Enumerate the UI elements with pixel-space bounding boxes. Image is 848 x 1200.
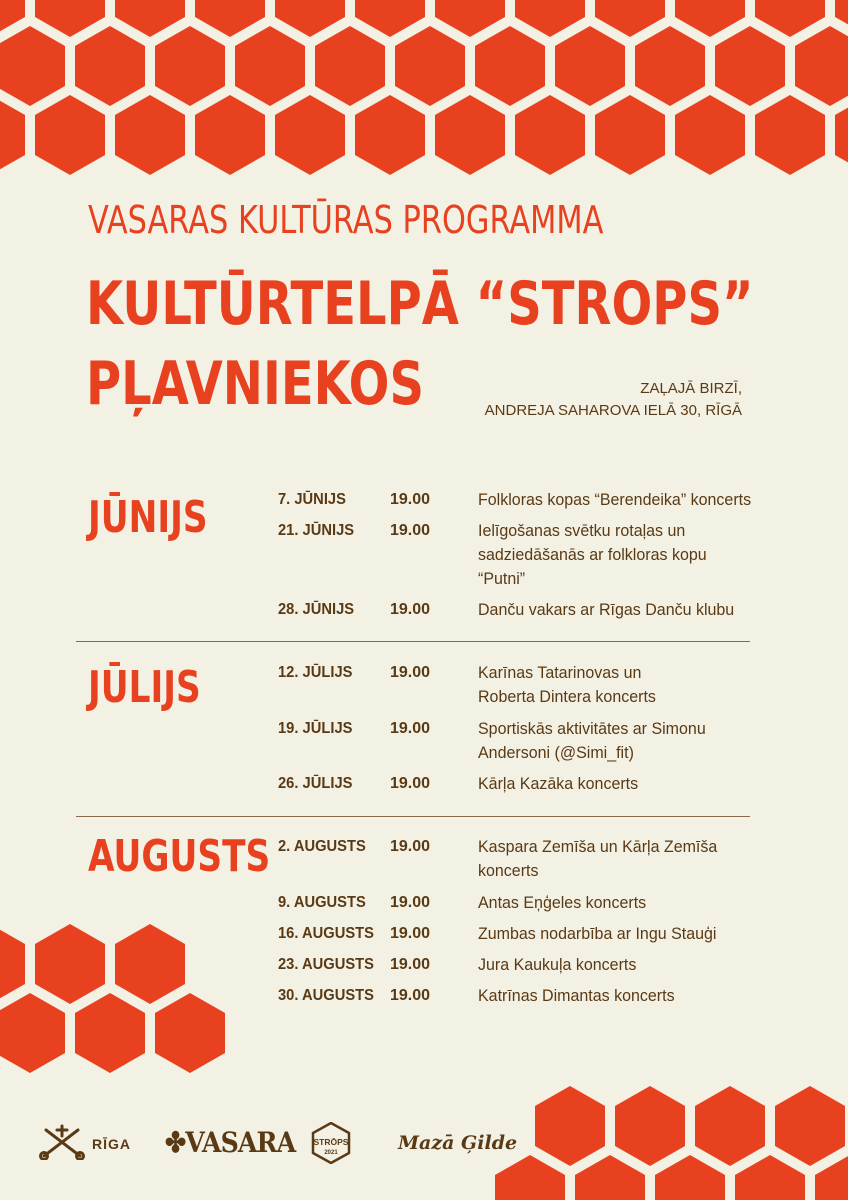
- event-title: Katrīnas Dimantas koncerts: [478, 987, 675, 1005]
- event-time: 19.00: [390, 522, 431, 539]
- event-title: Kaspara Zemīša un Kārļa Zemīša koncerts: [478, 838, 718, 880]
- event-time: 19.00: [390, 956, 431, 973]
- month-heading-august: AUGUSTS: [88, 831, 271, 882]
- event-title: Karīnas Tatarinovas un Roberta Dintera koncerts: [478, 664, 656, 706]
- venue-address-line1: ZAĻAJĀ BIRZĪ,: [640, 380, 742, 397]
- event-date: 9. AUGUSTS: [278, 894, 366, 911]
- event-title: Danču vakars ar Rīgas Danču klubu: [478, 601, 735, 619]
- event-time: 19.00: [390, 664, 431, 681]
- event-time: 19.00: [390, 720, 431, 737]
- event-time: 19.00: [390, 601, 431, 618]
- venue-address: [485, 378, 742, 422]
- event-date: 19. JŪLIJS: [278, 720, 353, 737]
- strops-logo-text: STRŌPS: [313, 1137, 349, 1147]
- event-date: 7. JŪNIJS: [278, 491, 346, 508]
- event-title: Folkloras kopas “Berendeika” koncerts: [478, 491, 752, 509]
- event-time: 19.00: [390, 491, 431, 508]
- venue-address-line2: ANDREJA SAHAROVA IELĀ 30, RĪGĀ: [484, 402, 742, 419]
- event-title: Sportiskās aktivitātes ar Simonu Andersoni (@Simi_fit): [478, 720, 706, 762]
- section-divider: [76, 641, 750, 642]
- event-title: Kārļa Kazāka koncerts: [478, 775, 639, 793]
- event-date: 21. JŪNIJS: [278, 522, 355, 539]
- vasara-logo-text: VASARA: [185, 1126, 296, 1159]
- hexagon-top-row3: [0, 95, 848, 175]
- event-date: 30. AUGUSTS: [278, 987, 374, 1004]
- event-title: Ielīgošanas svētku rotaļas un sadziedāšanās ar folkloras kopu “Putni”: [478, 522, 707, 588]
- program-title: VASARAS KULTŪRAS PROGRAMMA: [88, 198, 604, 242]
- event-date: 16. AUGUSTS: [278, 925, 374, 942]
- strops-logo-year: 2021: [324, 1150, 338, 1156]
- event-time: 19.00: [390, 894, 431, 911]
- event-title: Zumbas nodarbība ar Ingu Stauģi: [478, 925, 717, 943]
- event-date: 2. AUGUSTS: [278, 838, 366, 855]
- strops-logo: [310, 1122, 352, 1164]
- hexagon-top-row2: [0, 26, 848, 106]
- hexagon-top-row1: [0, 0, 848, 37]
- event-title: Jura Kaukuļa koncerts: [478, 956, 637, 974]
- month-heading-july: JŪLIJS: [88, 662, 201, 713]
- event-time: 19.00: [390, 838, 431, 855]
- event-date: 28. JŪNIJS: [278, 601, 355, 618]
- event-time: 19.00: [390, 925, 431, 942]
- sponsor-logos: [0, 1118, 520, 1168]
- month-heading-june: JŪNIJS: [88, 492, 208, 543]
- venue-title: KULTŪRTELPĀ “STROPS”: [86, 269, 754, 339]
- riga-crest-icon: [38, 1124, 86, 1160]
- riga-logo-text: RĪGA: [92, 1136, 131, 1152]
- hexagon-bottom-right: [495, 1086, 848, 1200]
- maza-gilde-logo: Mazā Ģilde: [398, 1132, 518, 1154]
- event-date: 23. AUGUSTS: [278, 956, 374, 973]
- location-title: PĻAVNIEKOS: [86, 349, 425, 419]
- event-time: 19.00: [390, 987, 431, 1004]
- hexagon-bottom-left: [0, 924, 225, 1073]
- event-time: 19.00: [390, 775, 431, 792]
- event-date: 26. JŪLIJS: [278, 775, 353, 792]
- section-divider: [76, 816, 750, 817]
- event-title: Antas Eņģeles koncerts: [478, 894, 647, 912]
- vasara-logo: ✤VASARA: [165, 1126, 296, 1159]
- event-date: 12. JŪLIJS: [278, 664, 353, 681]
